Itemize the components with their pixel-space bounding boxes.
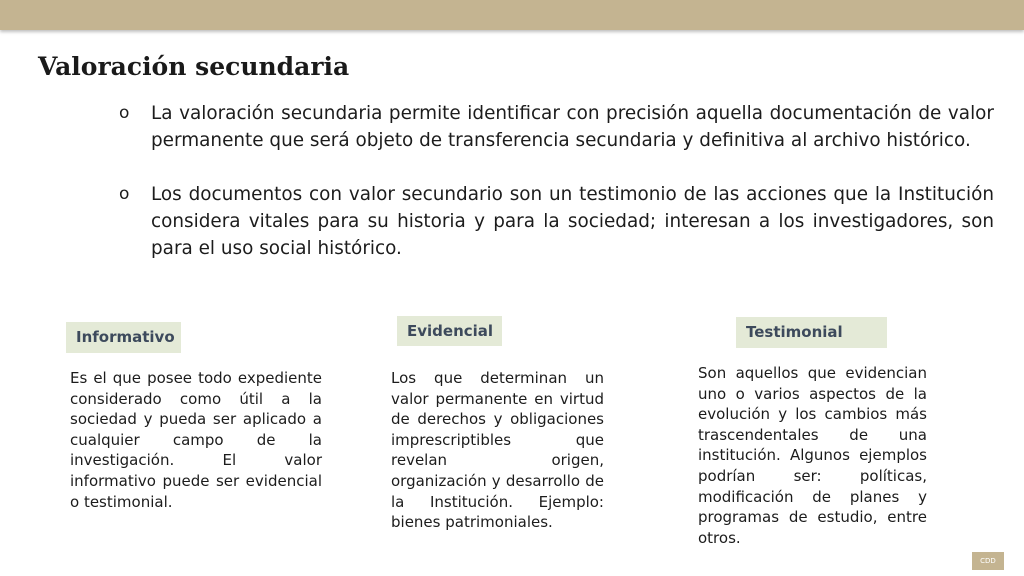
- evidencial-description: Los que determinan un valor permanente en virtud de derechos y obligaciones imprescriptibles que revelan origen, organización y desarrollo de la Institución. Ejemplo: bienes patrimoniales.: [391, 369, 604, 532]
- bullet-circle-icon: o: [119, 184, 130, 204]
- footer-badge: CDD: [972, 552, 1004, 570]
- informativo-label: Informativo: [66, 322, 181, 353]
- bullet-item: [116, 100, 994, 154]
- top-decorative-bar: [0, 0, 1024, 30]
- bullet-text: Los documentos con valor secundario son un testimonio de las acciones que la Institución considera vitales para su historia y para la sociedad; interesan a los investigadores, son para el uso social histórico.: [151, 184, 994, 259]
- testimonial-description: Son aquellos que evidencian uno o varios aspectos de la evolución y los cambios más trascendentales de una institución. Algunos ejemplos podrían ser: políticas, modificación de planes y programas de estudio, entre otros.: [698, 364, 927, 547]
- evidencial-label: Evidencial: [397, 316, 502, 346]
- testimonial-label: Testimonial: [736, 317, 887, 348]
- bullet-text: La valoración secundaria permite identificar con precisión aquella documentación de valor permanente que será objeto de transferencia secundaria y definitiva al archivo histórico.: [151, 103, 994, 151]
- slide-title: Valoración secundaria: [38, 52, 350, 81]
- bullet-item: [116, 181, 994, 262]
- bullet-list: [116, 100, 994, 289]
- bullet-circle-icon: o: [119, 103, 130, 123]
- informativo-description: Es el que posee todo expediente considerado como útil a la sociedad y pueda ser aplicado a cualquier campo de la investigación. El valor informativo puede ser evidencial o testimonial.: [70, 369, 322, 511]
